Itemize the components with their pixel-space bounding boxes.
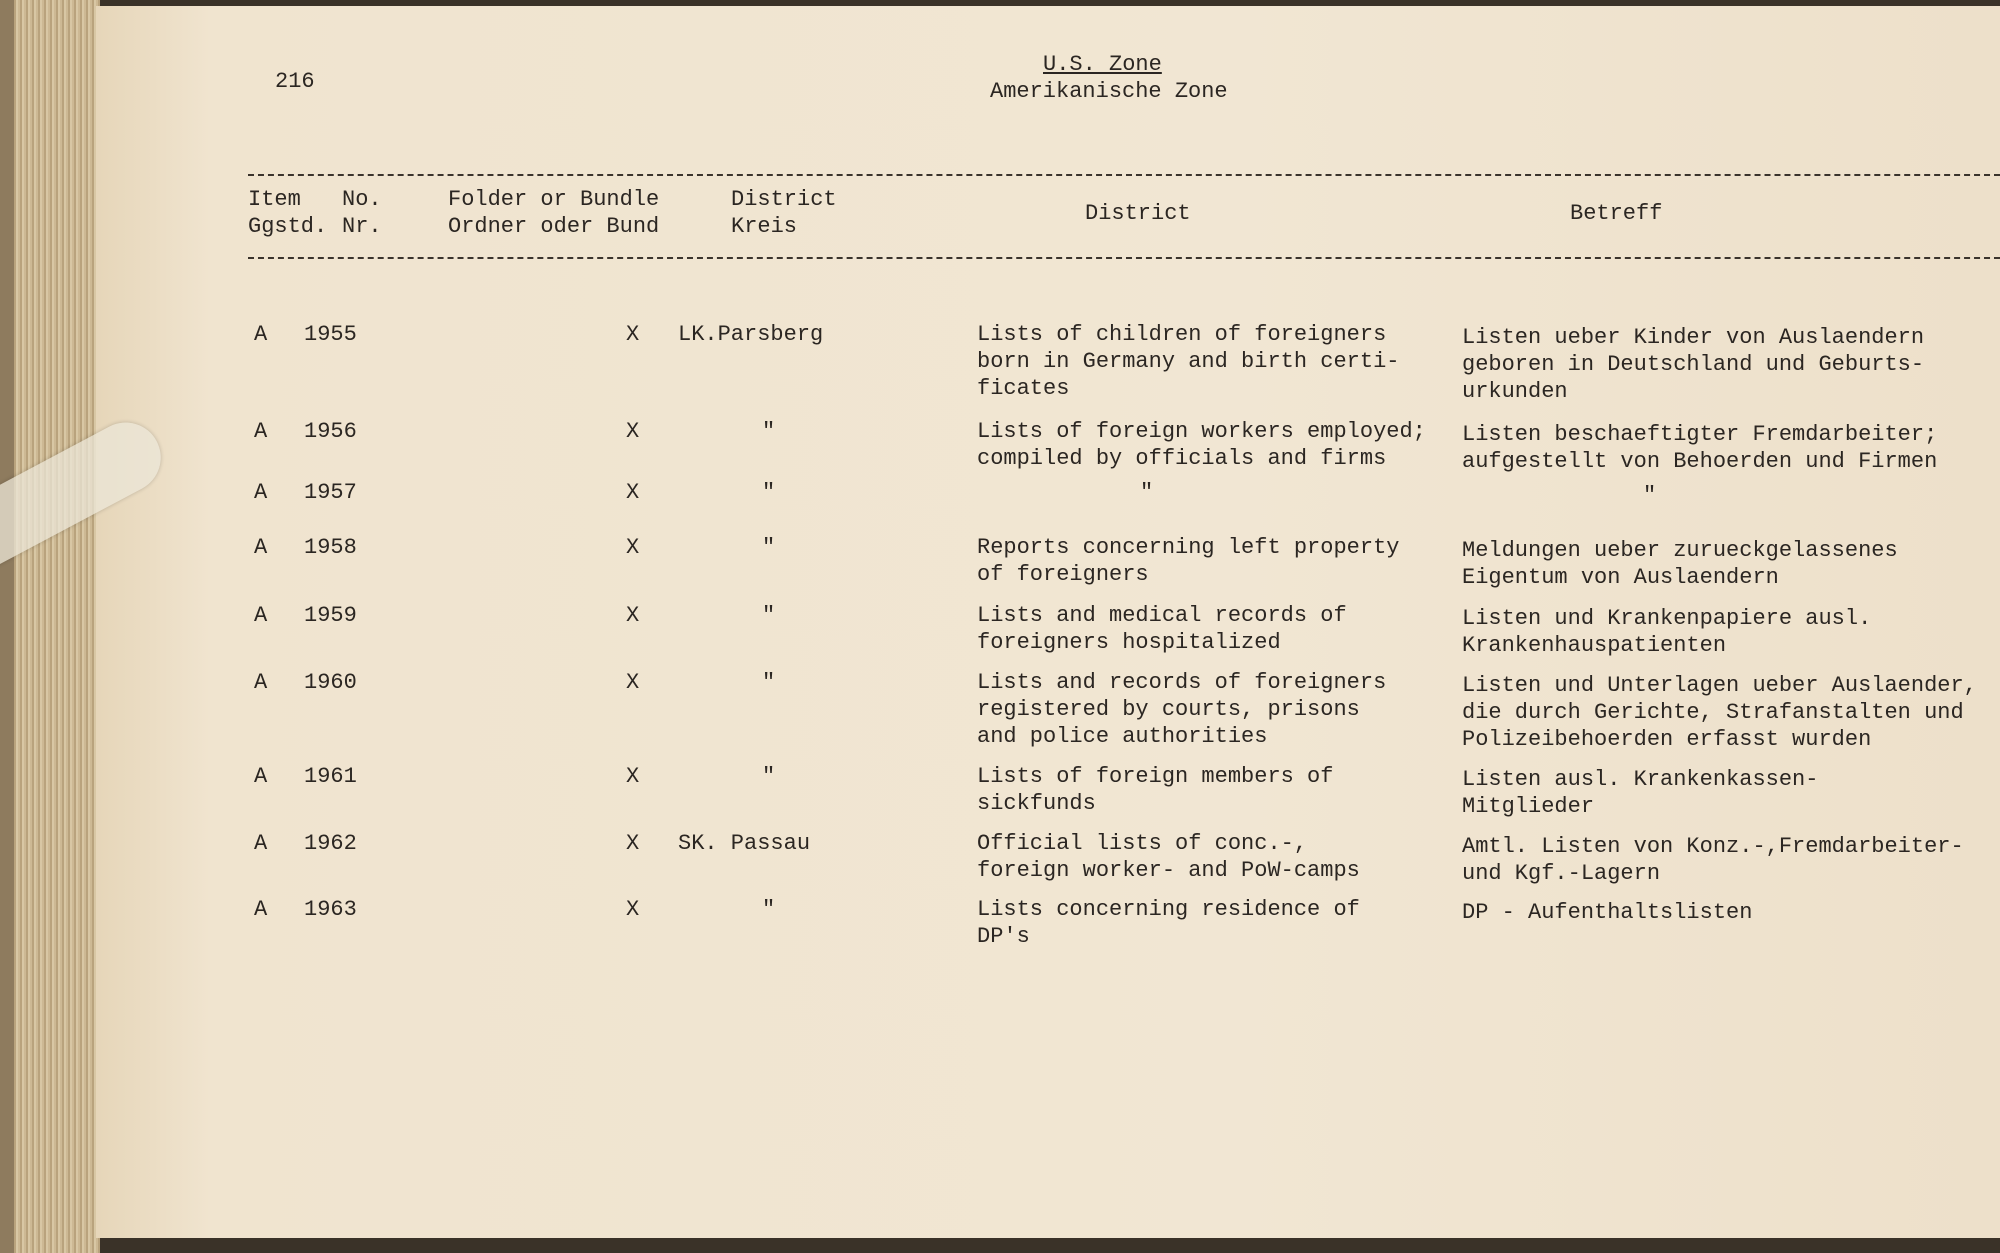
kreis-cell: " — [762, 670, 776, 695]
item-cell: A — [254, 603, 268, 628]
folder-cell: X — [626, 419, 640, 444]
folder-cell: X — [626, 764, 640, 789]
folder-cell: X — [626, 897, 640, 922]
item-cell: A — [254, 419, 268, 444]
number-cell: 1959 — [304, 603, 357, 628]
district-cell: Lists of foreign members of sickfunds — [977, 764, 1334, 816]
district-cell: Lists concerning residence of DP's — [977, 897, 1360, 949]
folder-cell: X — [626, 831, 640, 856]
number-cell: 1955 — [304, 322, 357, 347]
item-cell: A — [254, 897, 268, 922]
number-cell: 1962 — [304, 831, 357, 856]
betreff-cell: " — [1643, 483, 1657, 508]
district-cell: " — [1140, 480, 1154, 505]
header-betreff: Betreff — [1570, 201, 1663, 226]
number-cell: 1957 — [304, 480, 357, 505]
header-rule-top — [248, 174, 2000, 176]
item-cell: A — [254, 764, 268, 789]
item-cell: A — [254, 480, 268, 505]
kreis-cell: " — [762, 419, 776, 444]
number-cell: 1961 — [304, 764, 357, 789]
item-cell: A — [254, 670, 268, 695]
number-cell: 1963 — [304, 897, 357, 922]
district-cell: Lists and medical records of foreigners hospitalized — [977, 603, 1347, 655]
header-kreis: District Kreis — [731, 187, 837, 239]
kreis-cell: " — [762, 603, 776, 628]
betreff-cell: Listen ausl. Krankenkassen- Mitglieder — [1462, 767, 1819, 819]
betreff-cell: Listen ueber Kinder von Auslaendern geboren in Deutschland und Geburts- urkunden — [1462, 325, 1925, 404]
district-cell: Lists and records of foreigners registered by courts, prisons and police authorities — [977, 670, 1387, 749]
district-cell: Reports concerning left property of foreigners — [977, 535, 1400, 587]
item-cell: A — [254, 322, 268, 347]
betreff-cell: Meldungen ueber zurueckgelassenes Eigentum von Auslaendern — [1462, 538, 1898, 590]
number-cell: 1960 — [304, 670, 357, 695]
item-cell: A — [254, 831, 268, 856]
kreis-cell: LK.Parsberg — [678, 322, 824, 347]
betreff-cell: Listen und Krankenpapiere ausl. Krankenhauspatienten — [1462, 606, 1872, 658]
district-cell: Lists of children of foreigners born in Germany and birth certi- ficates — [977, 322, 1400, 401]
header-district: District — [1085, 201, 1191, 226]
district-cell: Official lists of conc.-, foreign worker- and PoW-camps — [977, 831, 1360, 883]
betreff-cell: Listen und Unterlagen ueber Auslaender, die durch Gerichte, Strafanstalten und Polizeibehoerden erfasst wurden — [1462, 673, 1977, 752]
header-folder: Folder or Bundle Ordner oder Bund — [448, 187, 660, 239]
kreis-cell: " — [762, 764, 776, 789]
folder-cell: X — [626, 480, 640, 505]
item-cell: A — [254, 535, 268, 560]
header-item: Item Ggstd. — [248, 187, 328, 239]
header-no: No. Nr. — [342, 187, 382, 239]
folder-cell: X — [626, 603, 640, 628]
kreis-cell: " — [762, 897, 776, 922]
page-title: U.S. Zone — [1043, 52, 1162, 77]
betreff-cell: DP - Aufenthaltslisten — [1462, 900, 1753, 925]
kreis-cell: SK. Passau — [678, 831, 811, 856]
folder-cell: X — [626, 535, 640, 560]
district-cell: Lists of foreign workers employed; compiled by officials and firms — [977, 419, 1426, 471]
betreff-cell: Amtl. Listen von Konz.-,Fremdarbeiter- und Kgf.-Lagern — [1462, 834, 1964, 886]
betreff-cell: Listen beschaeftigter Fremdarbeiter; aufgestellt von Behoerden und Firmen — [1462, 422, 1938, 474]
number-cell: 1956 — [304, 419, 357, 444]
folder-cell: X — [626, 322, 640, 347]
kreis-cell: " — [762, 535, 776, 560]
page-subtitle: Amerikanische Zone — [990, 79, 1228, 104]
book-page-edges — [0, 0, 100, 1253]
folder-cell: X — [626, 670, 640, 695]
kreis-cell: " — [762, 480, 776, 505]
page-number: 216 — [275, 69, 315, 94]
header-rule-bottom — [248, 257, 2000, 259]
number-cell: 1958 — [304, 535, 357, 560]
